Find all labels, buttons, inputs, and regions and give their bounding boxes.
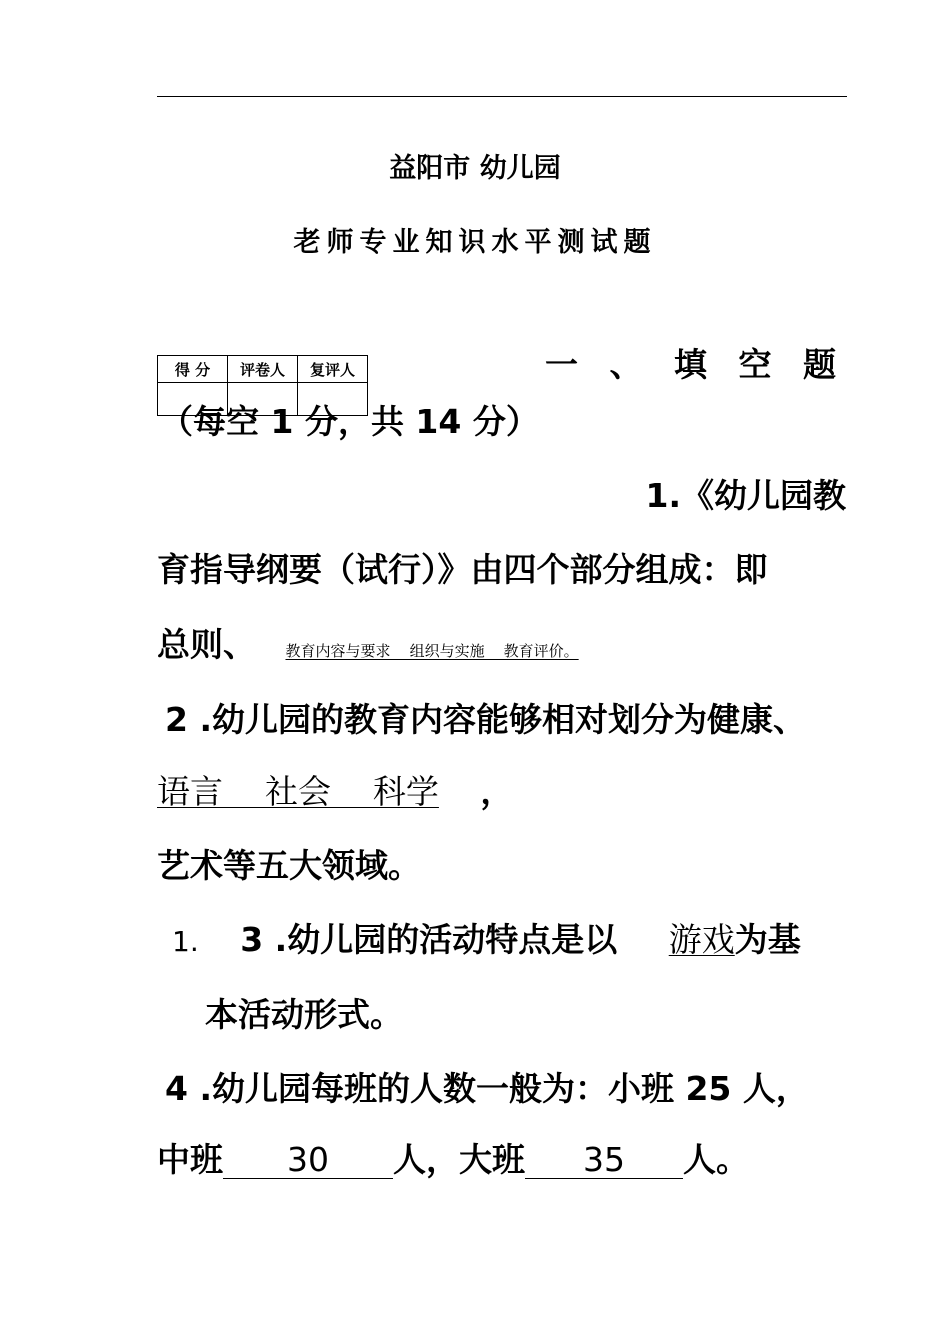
q3-line2: 本活动形式。 [205,995,403,1034]
q4-line2 [157,1140,749,1179]
q3-line1 [172,920,801,959]
q4-line1: 4 .幼儿园每班的人数一般为：小班 25 人， [165,1069,809,1108]
q3-prefix: 3 .幼儿园的活动特点是以 [240,920,618,959]
q4-mid-unit: 人，大班 [393,1140,525,1179]
q1-prefix: 总则、 [157,625,256,664]
header-rule [157,96,847,97]
q1-line3 [157,625,579,664]
score-header-score: 得 分 [158,356,228,383]
q1-line1: 1.《幼儿园教 [645,476,846,515]
q2-line2 [157,772,514,811]
score-table-header-row [158,356,368,383]
exam-title: 老师专业知识水平测试题 [293,227,657,258]
q3-number: 1. [172,925,199,958]
q2-line1: 2 .幼儿园的教育内容能够相对划分为健康、 [165,700,806,739]
section-title: 一 、 填 空 题 [545,345,846,384]
q2-comma: ， [480,772,514,811]
q1-line2: 育指导纲要（试行）》由四个部分组成：即 [157,550,768,589]
score-header-reviewer: 复评人 [298,356,368,383]
school-name: 益阳市 幼儿园 [389,153,561,184]
section-note: （每空 1 分，共 14 分） [160,402,539,441]
q2-line3: 艺术等五大领域。 [157,846,421,885]
q2-answer: 语言 社会 科学 [157,772,439,811]
q3-answer: 游戏 [668,920,735,959]
q4-mid-label: 中班 [157,1140,223,1179]
q4-large-value: 35 [525,1143,683,1179]
q1-answer: 教育内容与要求 组织与实施 教育评价。 [285,642,579,660]
q3-suffix: 为基 [734,920,801,959]
score-header-grader: 评卷人 [228,356,298,383]
q4-large-unit: 人。 [683,1140,749,1179]
q4-mid-value: 30 [223,1143,393,1179]
